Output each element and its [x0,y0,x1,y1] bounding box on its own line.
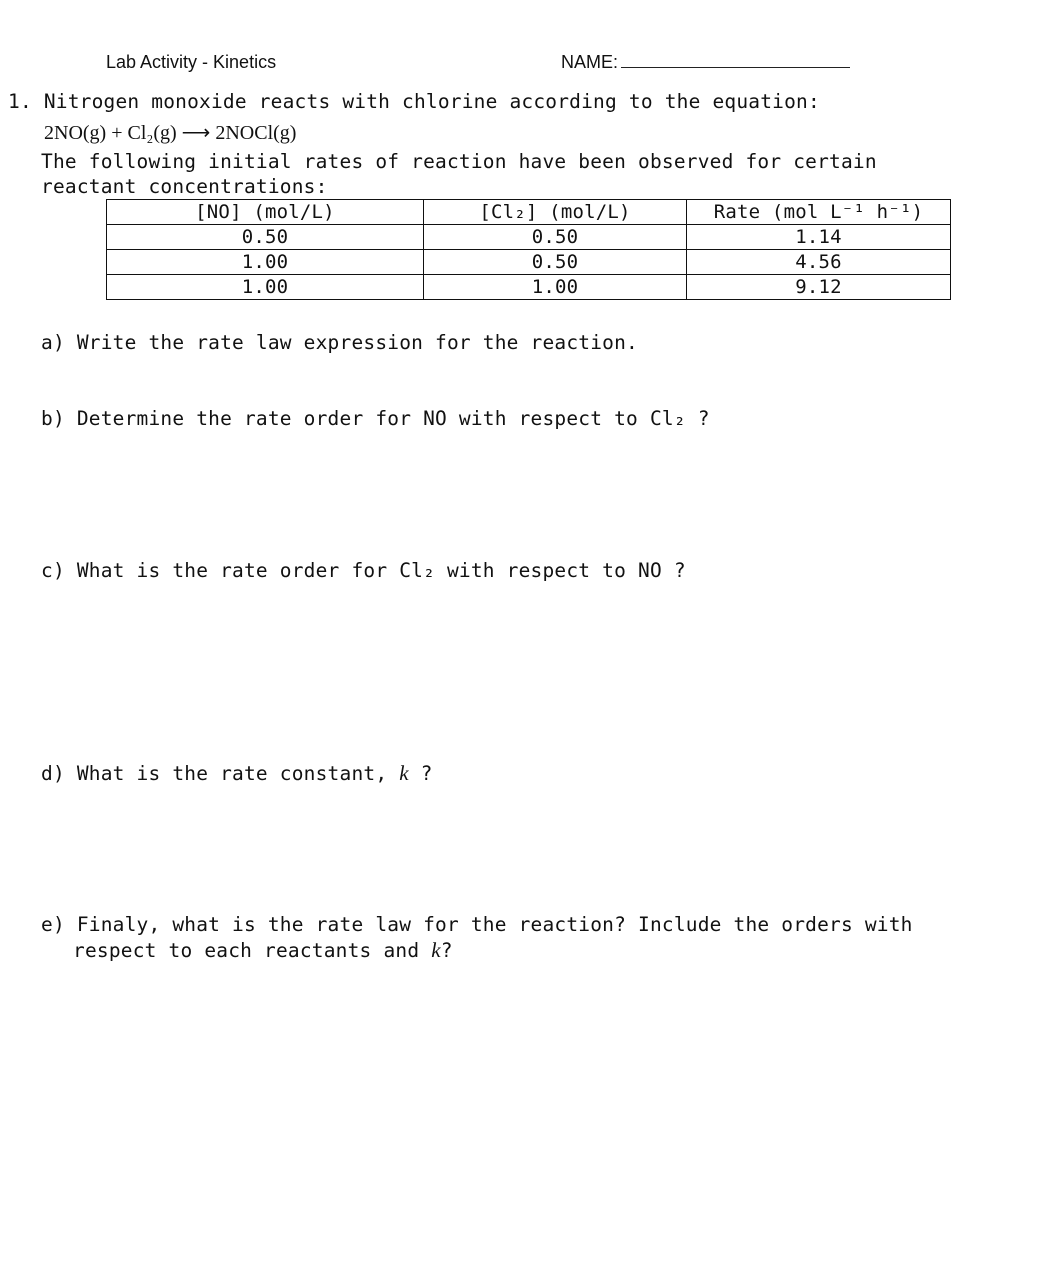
part-e-suffix: ? [440,939,453,962]
table-cell: 4.56 [687,250,951,275]
table-cell: 1.00 [424,275,687,300]
table-cell: 1.00 [107,250,424,275]
table-row [107,250,951,275]
header-no-concentration: [NO] (mol/L) [107,200,424,225]
table-row [107,225,951,250]
reaction-equation: 2NO(g) + Cl₂(g) ⟶ 2NOCl(g) [44,122,297,144]
table-cell: 0.50 [424,225,687,250]
rate-data-table [106,199,951,300]
table-cell: 9.12 [687,275,951,300]
question-part-e-line-2 [73,938,453,963]
rate-constant-symbol: k [431,938,441,962]
header-rate: Rate (mol L⁻¹ h⁻¹) [687,200,951,225]
part-d-suffix: ? [408,762,433,785]
name-blank-line[interactable] [621,67,850,68]
table-row [107,275,951,300]
question-part-b: b) Determine the rate order for NO with respect to Cl₂ ? [41,407,710,430]
table-intro-line-2: reactant concentrations: [41,175,328,198]
question-1-prompt: 1. Nitrogen monoxide reacts with chlorine according to the equation: [8,90,820,113]
rate-constant-symbol: k [399,761,409,785]
table-cell: 1.00 [107,275,424,300]
question-part-a: a) Write the rate law expression for the reaction. [41,331,638,354]
table-intro-line-1: The following initial rates of reaction have been observed for certain [41,150,877,173]
table-cell: 1.14 [687,225,951,250]
question-part-e-line-1: e) Finaly, what is the rate law for the reaction? Include the orders with [41,913,913,936]
header-cl2-concentration: [Cl₂] (mol/L) [424,200,687,225]
table-header-row [107,200,951,225]
question-part-c: c) What is the rate order for Cl₂ with respect to NO ? [41,559,686,582]
part-d-text: d) What is the rate constant, [41,762,400,785]
part-e-text: respect to each reactants and [73,939,432,962]
table-cell: 0.50 [424,250,687,275]
question-part-d [41,761,433,786]
name-label: NAME: [561,52,619,72]
table-cell: 0.50 [107,225,424,250]
activity-title: Lab Activity - Kinetics [106,52,277,72]
